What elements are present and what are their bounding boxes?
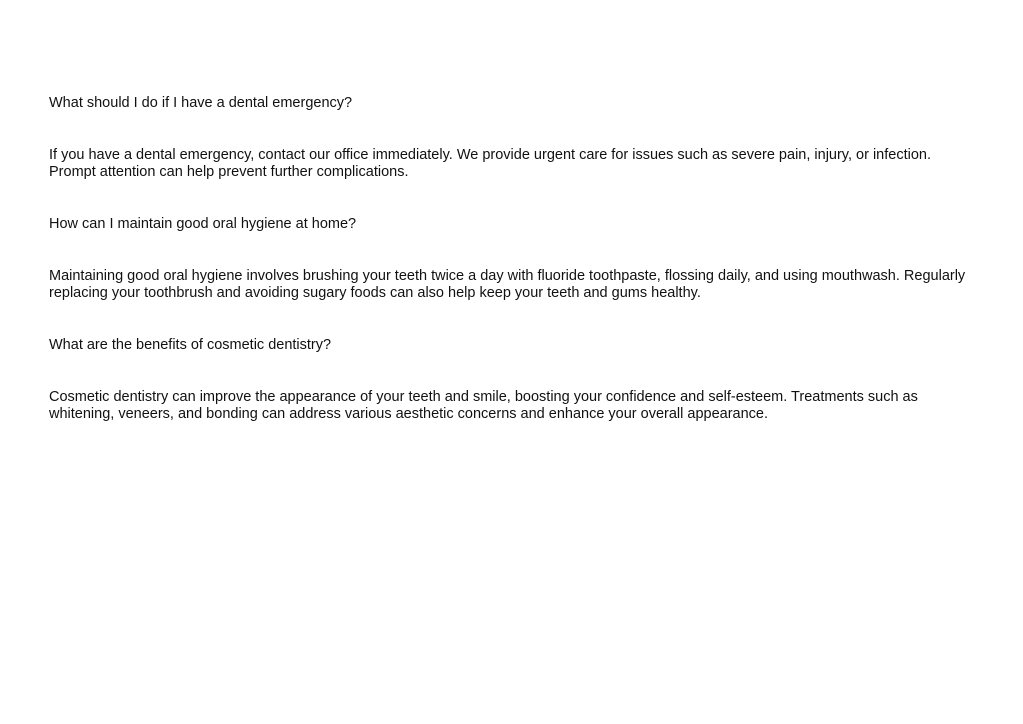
faq-question: What are the benefits of cosmetic dentistry?: [49, 337, 332, 353]
faq-item: [49, 216, 979, 302]
faq-answer: Maintaining good oral hygiene involves brushing your teeth twice a day with fluoride toothpaste, flossing daily, and using mouthwash. Regularly replacing your toothbrush and avoiding sugary foods can also help keep your teeth and gums healthy.: [49, 268, 966, 301]
faq-answer: If you have a dental emergency, contact our office immediately. We provide urgent care for issues such as severe pain, injury, or infection. Prompt attention can help prevent further complications.: [49, 147, 931, 180]
faq-item: [49, 337, 979, 423]
faq-item: [49, 95, 979, 181]
faq-section: [49, 95, 979, 423]
faq-question: How can I maintain good oral hygiene at home?: [49, 216, 357, 232]
faq-question: What should I do if I have a dental emergency?: [49, 95, 353, 111]
faq-answer: Cosmetic dentistry can improve the appearance of your teeth and smile, boosting your confidence and self-esteem. Treatments such as whitening, veneers, and bonding can address various aesthetic concerns and enhance your overall appearance.: [49, 389, 918, 422]
